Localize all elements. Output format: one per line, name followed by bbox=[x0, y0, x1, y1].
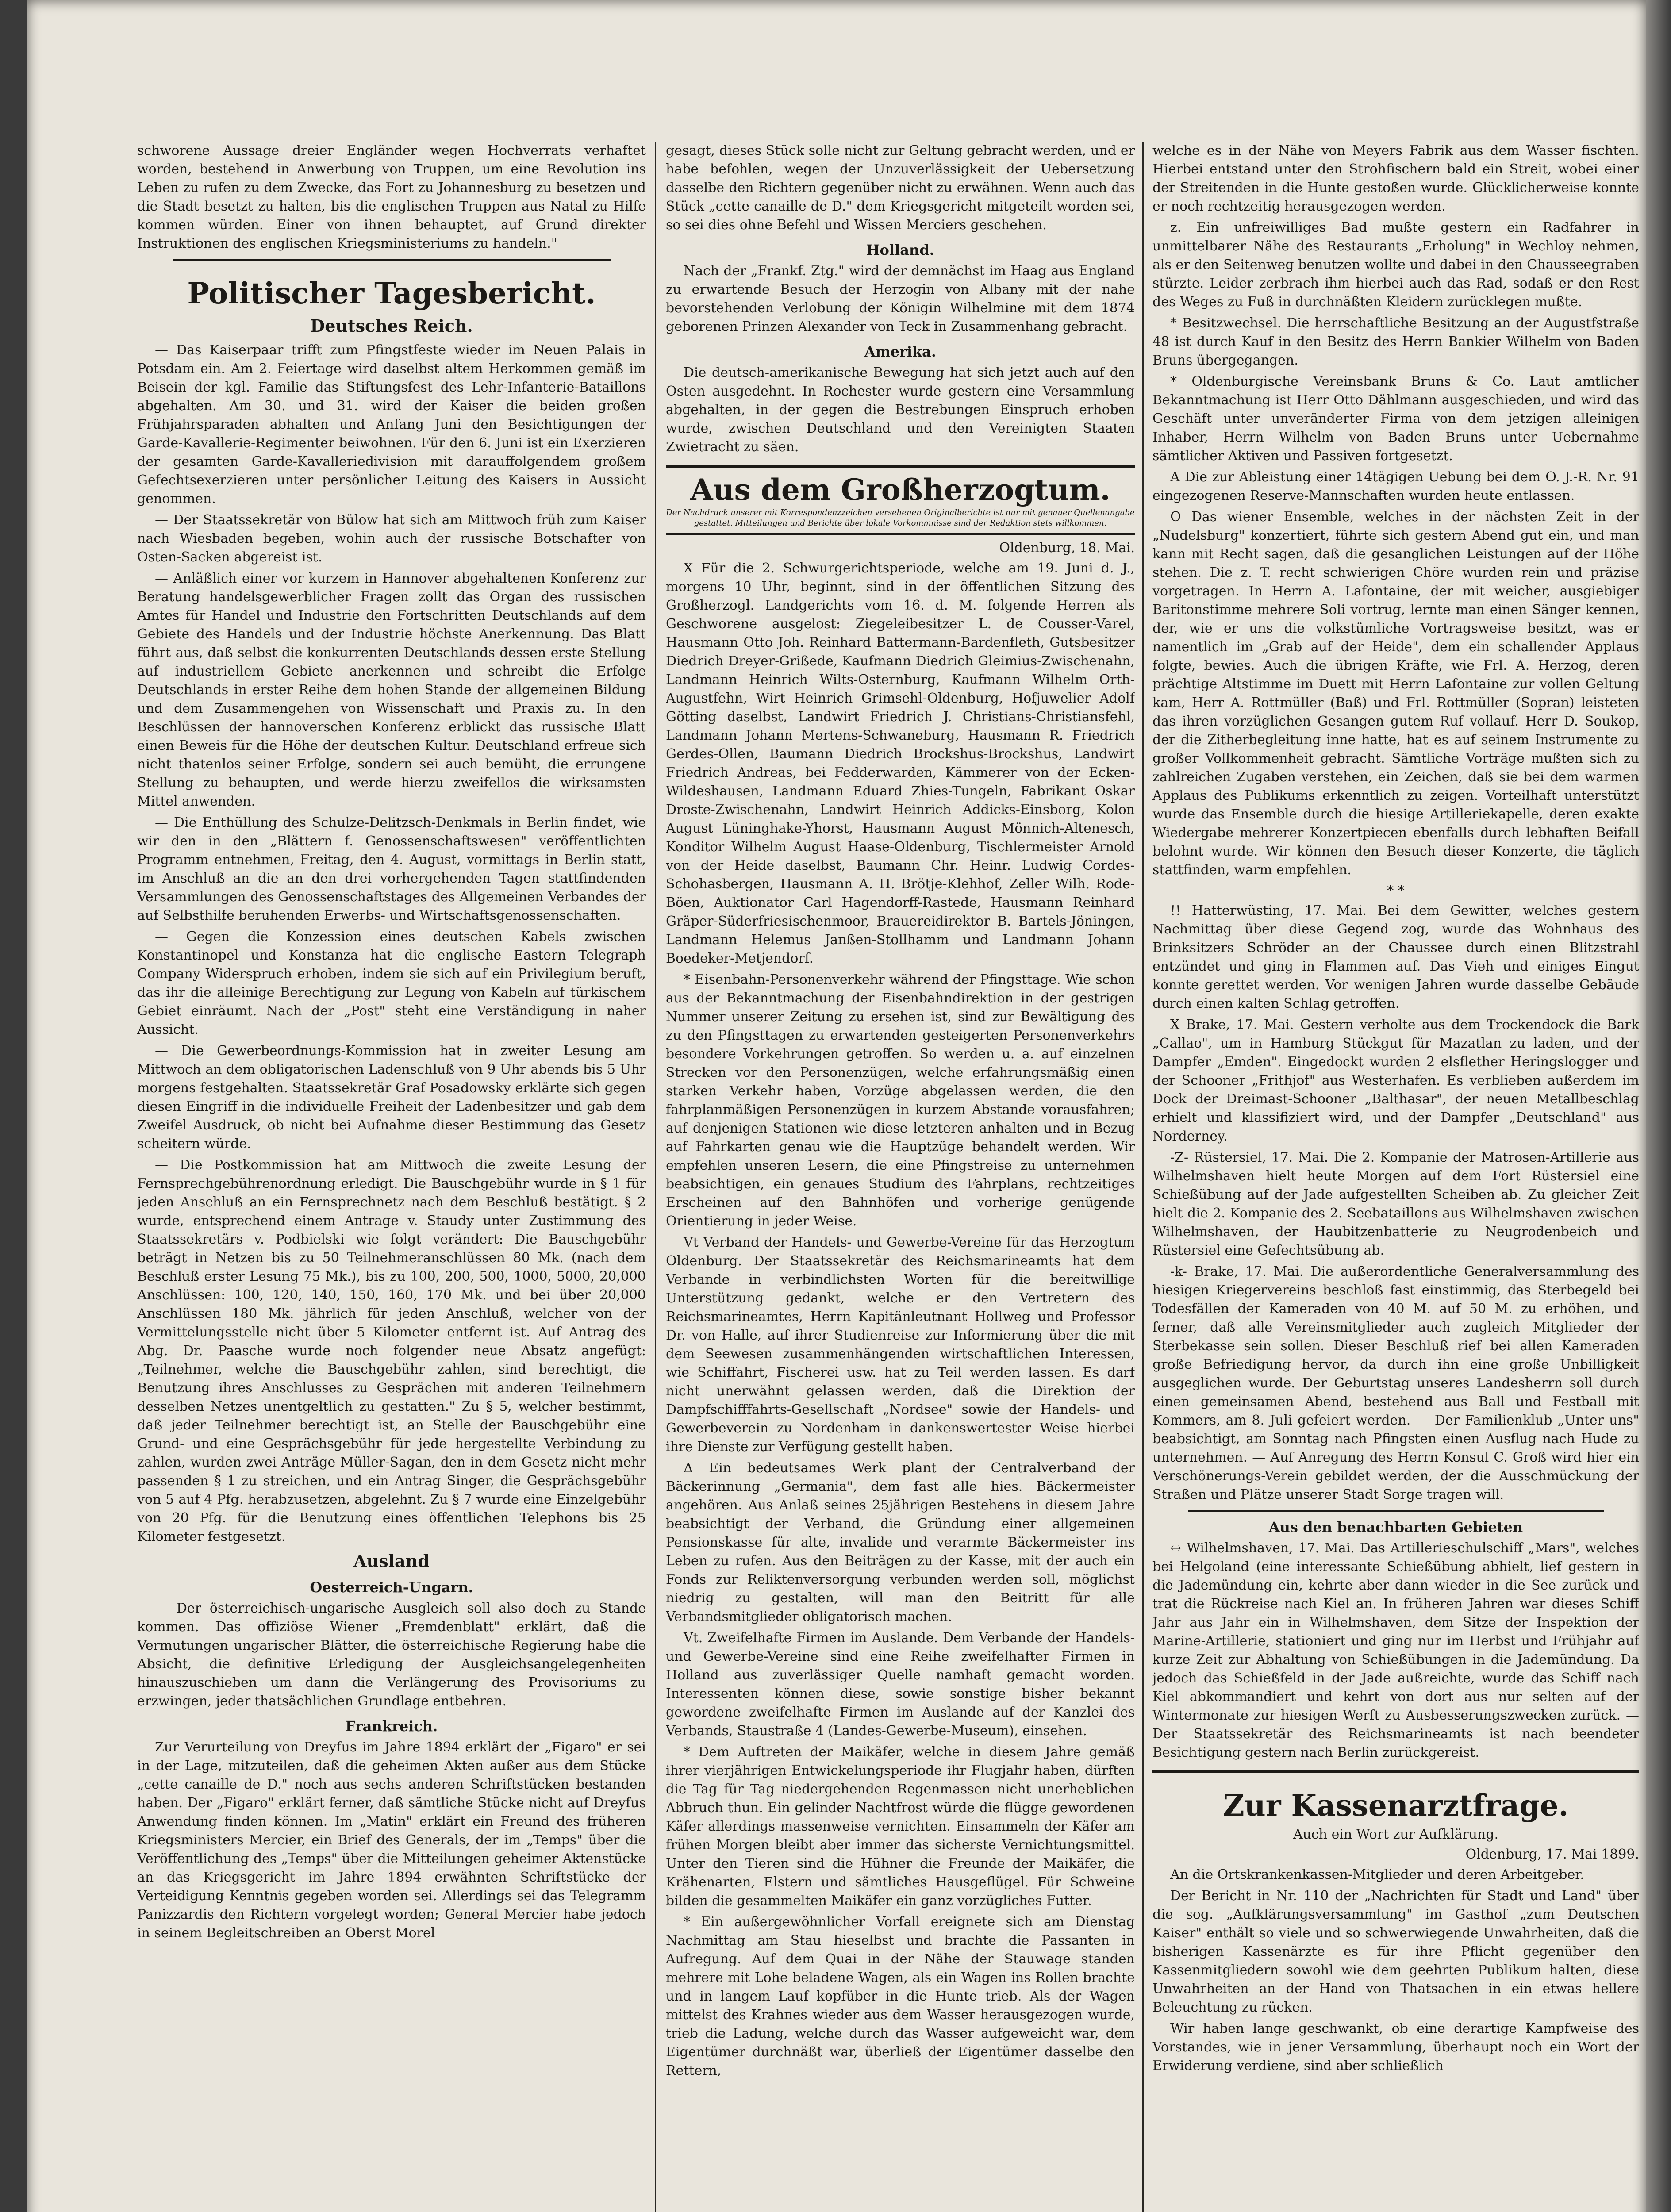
separator bbox=[173, 259, 611, 261]
paragraph: — Die Gewerbeordnungs-Kommission hat in zweiter Lesung am Mittwoch an dem obligatorischen Ladenschluß von 9 Uhr abends bis 5 Uhr morgens festgehalten. Staatssekretär Graf Posadowsky erklärte sich gegen diesen Eingriff in die individuelle Freiheit der Ladenbesitzer und gab dem Zweifel Ausdruck, ob nicht bei Aufnahme dieser Bestimmung das Gesetz scheitern würde. bbox=[137, 1043, 646, 1152]
paragraph: * Ein außergewöhnlicher Vorfall ereignete sich am Dienstag Nachmittag am Stau hieselbst und brachte die Passanten in Aufregung. Auf dem Quai in der Nähe der Stauwage standen mehrere mit Lohe beladene Wagen, als ein Wagen ins Rollen brachte und in langem Lauf kopfüber in die Hunte trieb. Als der Wagen mittelst des Krahnes wieder aus dem Wasser herausgezogen wurde, trieb die Ladung, welche durch das Wasser aufgeweicht war, dem Eigentümer durchnäßt war, überließ der Eigentümer dasselbe den Rettern, bbox=[666, 1914, 1135, 2078]
paragraph: Δ Ein bedeutsames Werk plant der Centralverband der Bäckerinnung „Germania", dem fast alle hies. Bäckermeister angehören. Aus Anlaß seines 25jährigen Bestehens in diesem Jahre beabsichtigt der Verband, die Gründung einer allgemeinen Pensionskasse für alte, invalide und verarmte Bäckermeister ins Leben zu rufen. Aus den Beiträgen zu der Kasse, mit der auch ein Fonds zur Reliktenversorgung verbunden werden soll, möglichst niedrig zu gestalten, will man den Beitritt für alle Verbandsmitglieder obligatorisch machen. bbox=[666, 1460, 1135, 1624]
paragraph: X Für die 2. Schwurgerichtsperiode, welche am 19. Juni d. J., morgens 10 Uhr, beginnt, sind in der öffentlichen Sitzung des Großherzogl. Landgerichts vom 16. d. M. folgende Herren als Geschworene ausgelost: Ziegeleibesitzer L. de Cousser-Varel, Hausmann Otto Joh. Reinhard Battermann-Bardenfleth, Gutsbesitzer Diedrich Dreyer-Grißede, Kaufmann Diedrich Gleimius-Zwischenahn, Landmann Heinrich Wilts-Osternburg, Kaufmann Wilhelm Orth-Augustfehn, Wirt Heinrich Grimsehl-Oldenburg, Hofjuwelier Adolf Götting daselbst, Landwirt Friedrich J. Christians-Christiansfehl, Landmann Johann Mertens-Schwaneburg, Hausmann R. Friedrich Gerdes-Ollen, Baumann Diedrich Brockshus-Brockshus, Landwirt Friedrich Andreas, bei Fedderwarden, Kämmerer von der Ecken-Wildeshausen, Landmann Eduard Zhies-Tungeln, Fabrikant Oskar Droste-Zwischenahn, Landwirt Heinrich Addicks-Einsborg, Kolon August Lüninghake-Yhorst, Hausmann August Mönnich-Altenesch, Konditor Wilhelm August Haase-Oldenburg, Tischlermeister Arnold von der Heide daselbst, Baumann Chr. Heinr. Ludwig Cordes-Schohasbergen, Hausmann A. H. Brötje-Klehhof, Zeller Wilh. Rode-Böen, Auktionator Carl Hagendorff-Rastede, Hausmann Reinhard Gräper-Süderfriesischenmoor, Brauereidirektor B. Bartels-Jöningen, Landmann Helemus Janßen-Stollhamm und Landmann Johann Boedeker-Metjendorf. bbox=[666, 561, 1135, 966]
dateline: Oldenburg, 18. Mai. bbox=[999, 540, 1135, 556]
paragraph: * Oldenburgische Vereinsbank Bruns & Co. Laut amtlicher Bekanntmachung ist Herr Otto Dählmann ausgeschieden, und wird das Geschäft unter unveränderter Firma von dem jetzigen alleinigen Inhaber, Herrn Wilhelm von Baden Bruns unter Uebernahme sämtlicher Aktiven und Passiven fortgesetzt. bbox=[1152, 374, 1639, 464]
paragraph: -k- Brake, 17. Mai. Die außerordentliche Generalversammlung des hiesigen Kriegervereins beschloß fast einstimmig, das Sterbegeld bei Todesfällen der Kameraden von 40 M. auf 50 M. zu erhöhen, und ferner, daß alle Vereinsmitglieder auch zugleich Mitglieder der Sterbekasse sein sollen. Dieser Beschluß rief bei allen Kameraden große Befriedigung hervor, da durch ihn eine große Unbilligkeit ausgeglichen wurde. Der Geburtstag unseres Landesherrn soll durch einen gemeinsamen Abend, bestehend aus Ball und Festball mit Kommers, am 8. Juli gefeiert werden. — Der Familienklub „Unter uns" beabsichtigt, am Sonntag nach Pfingsten einen Ausflug nach Hude zu unternehmen. — Auf Anregung des Herrn Konsul C. Groß wird hier ein Verschönerungs-Verein gebildet werden, der die Ausschmückung der Straßen und Plätze unserer Stadt Sorge tragen will. bbox=[1152, 1264, 1639, 1502]
reprint-note: Der Nachdruck unserer mit Korrespondenzzeichen versehenen Originalberichte ist nur mit genauer Quellenangabe gestattet. Mitteilungen und Berichte über lokale Vorkommnisse sind der Redaktion stets willkommen. bbox=[666, 508, 1135, 528]
paragraph: welche es in der Nähe von Meyers Fabrik aus dem Wasser fischten. Hierbei entstand unter den Strohfischern bald ein Streit, wobei einer der Streitenden in die Hunte gestoßen wurde. Glücklicherweise konnte er noch rechtzeitig herausgezogen werden. bbox=[1152, 143, 1639, 214]
country-heading: Holland. bbox=[866, 242, 934, 258]
paragraph: -Z- Rüstersiel, 17. Mai. Die 2. Kompanie der Matrosen-Artillerie aus Wilhelmshaven hielt heute Morgen auf dem Fort Rüstersiel eine Schießübung auf der Jade aufgestellten Scheiben ab. Zu gleicher Zeit hielt die 2. Kompanie des 2. Seebataillons aus Wilhelmshaven zwischen Wilhelmshaven, der Haubitzenbatterie zu Neugrodenbeich und Rüstersiel eine Gefechtsübung ab. bbox=[1152, 1150, 1639, 1258]
paragraph: Vt Verband der Handels- und Gewerbe-Vereine für das Herzogtum Oldenburg. Der Staatssekretär des Reichsmarineamts hat dem Verbande in verbindlichsten Worten für die bereitwillige Unterstützung gedankt, welche er den Vertretern des Reichsmarineamtes, Herrn Kapitänleutnant Hollweg und Professor Dr. von Halle, auf ihrer Studienreise zur Informierung über die mit dem Seewesen zusammenhängenden wirtschaftlichen Interessen, wie Schiffahrt, Fischerei usw. hat zu Teil werden lassen. Es darf nicht unerwähnt gelassen werden, daß die Direktion der Dampfschifffahrts-Gesellschaft „Nordsee" sowie der Handels- und Gewerbeverein zu Nordenham in dankenswertester Weise hierbei ihre Dienste zur Verfügung gestellt haben. bbox=[666, 1235, 1135, 1455]
column-middle bbox=[666, 142, 1135, 2212]
separator bbox=[1152, 1770, 1639, 1773]
separator bbox=[1188, 1510, 1604, 1512]
section-header-box bbox=[666, 465, 1135, 535]
dateline: Oldenburg, 17. Mai 1899. bbox=[1465, 1847, 1639, 1862]
paragraph: — Das Kaiserpaar trifft zum Pfingstfeste wieder im Neuen Palais in Potsdam ein. Am 2. Feiertage wird daselbst altem Herkommen gemäß im Beisein der kgl. Familie das Stiftungsfest des Lehr-Infanterie-Bataillons abgehalten. Am 30. und 31. wird der Kaiser die beiden großen Frühjahrsparaden abhalten und Anfang Juni den Besichtigungen der Garde-Kavallerie-Regimenter beiwohnen. Für den 6. Juni ist ein Exerzieren der gesamten Garde-Kavalleriedivision mit darauffolgendem großem Gefechtsexerzieren unter persönlicher Leitung des Kaisers in Aussicht genommen. bbox=[137, 342, 646, 507]
paragraph: schworene Aussage dreier Engländer wegen Hochverrats verhaftet worden, bestehend in Anwerbung von Truppen, um eine Revolution ins Leben zu rufen zu dem Zwecke, das Fort zu Johannesburg zu besetzen und die Stadt besetzt zu halten, bis die englischen Truppen aus Natal zu Hilfe kommen würden. Einer von ihnen behauptet, auf Grund direkter Instruktionen des englischen Kriegsministeriums zu handeln." bbox=[137, 143, 646, 251]
section-heading: Aus dem Großherzogtum. bbox=[690, 472, 1110, 507]
paragraph: An die Ortskrankenkassen-Mitglieder und deren Arbeitgeber. bbox=[1170, 1867, 1584, 1882]
paragraph: z. Ein unfreiwilliges Bad mußte gestern ein Radfahrer in unmittelbarer Nähe des Restaurants „Erholung" in Wechloy nehmen, als er den Seitenweg benutzen wollte und dabei in den Chausseegraben stürzte. Leider zerbrach ihm hierbei auch das Rad, sodaß er den Rest des Weges zu Fuß in durchnäßten Kleidern zurücklegen mußte. bbox=[1152, 220, 1639, 310]
country-heading: Frankreich. bbox=[345, 1718, 438, 1735]
paragraph: A Die zur Ableistung einer 14tägigen Uebung bei dem O. J.-R. Nr. 91 eingezogenen Reserve-Mannschaften wurden heute entlassen. bbox=[1152, 469, 1639, 503]
stars-separator: * * bbox=[1387, 883, 1405, 899]
paragraph: * Besitzwechsel. Die herrschaftliche Besitzung an der Augustfstraße 48 ist durch Kauf in den Besitz des Herrn Bankier Wilhelm von Baden Bruns übergegangen. bbox=[1152, 315, 1639, 368]
paragraph: Zur Verurteilung von Dreyfus im Jahre 1894 erklärt der „Figaro" er sei in der Lage, mitzuteilen, daß die geheimen Akten außer aus dem Stücke „cette canaille de D." noch aus sechs anderen Schriftstücken bestanden haben. Der „Figaro" erklärt ferner, daß sämtliche Stücke nicht auf Dreyfus Anwendung finden können. Im „Matin" erklärt ein Freund des früheren Kriegsministers Mercier, ein Brief des Generals, der im „Temps" über die Veröffentlichung des „Temps" über die Mitteilungen geheimer Aktenstücke an das Kriegsgericht im Jahre 1894 erwähnten Schriftstücke der Verteidigung Kenntnis gegeben worden sei. Allerdings sei das Telegramm Panizzardis den Richtern vorgelegt worden; General Mercier habe jedoch in seinem Begleitschreiben an Oberst Morel bbox=[137, 1740, 646, 1941]
subsection-heading: Ausland bbox=[353, 1551, 430, 1571]
paragraph: ↔ Wilhelmshaven, 17. Mai. Das Artillerieschulschiff „Mars", welches bei Helgoland (eine interessante Schießübung abhielt, lief gestern in die Jademündung ein, kehrte aber dann wieder in die See zurück und trat die Rückreise nach Kiel an. In früheren Jahren war dieses Schiff Jahr aus Jahr ein in Wilhelmshaven, dem Sitze der Inspektion der Marine-Artillerie, stationiert und ging nur im Herbst und Frühjahr auf kurze Zeit zur Abhaltung von Schießübungen in die Jademündung. Da jedoch das Schießfeld in der Jade außreichte, wurde das Schiff nach Kiel abkommandiert und kehrt von dort aus nur selten auf der Wintermonate zur hiesigen Werft zu Ausbesserungszwecken zurück. — Der Staatssekretär des Reichsmarineamts ist nach beendeter Besichtigung gestern nach Berlin zurückgereist. bbox=[1152, 1540, 1639, 1760]
country-heading: Amerika. bbox=[864, 343, 937, 360]
paragraph: — Der österreichisch-ungarische Ausgleich soll also doch zu Stande kommen. Das offiziöse Wiener „Fremdenblatt" erklärt, daß die Vermutungen ungarischer Blätter, die österreichische Regierung habe die Absicht, die definitive Erledigung der Ausgleichsangelegenheiten hinauszuschieben um dann die Verlängerung des Provisoriums zu erzwingen, jeder thatsächlichen Grundlage entbehren. bbox=[137, 1601, 646, 1709]
paragraph: Vt. Zweifelhafte Firmen im Auslande. Dem Verbande der Handels- und Gewerbe-Vereine sind eine Reihe zweifelhafter Firmen in Holland aus zuverlässiger Quelle namhaft gemacht worden. Interessenten können diese, sowie sonstige bisher bekannt gewordene zweifelhafte Firmen im Auslande auf der Kanzlei des Verbands, Staustraße 4 (Landes-Gewerbe-Museum), einsehen. bbox=[666, 1630, 1135, 1739]
column-left bbox=[137, 142, 646, 2212]
paragraph: Die deutsch-amerikanische Bewegung hat sich jetzt auch auf den Osten ausgedehnt. In Rochester wurde gestern eine Versammlung abgehalten, in der gegen die Bestrebungen Einspruch erhoben wurde, zwischen Deutschland und den Vereinigten Staaten Zwietracht zu säen. bbox=[666, 365, 1135, 455]
column-divider bbox=[1142, 142, 1144, 2212]
page-edge bbox=[1646, 0, 1671, 2212]
paragraph: — Der Staatssekretär von Bülow hat sich am Mittwoch früh zum Kaiser nach Wiesbaden begeben, wohin auch der russische Botschafter von Osten-Sacken abgereist ist. bbox=[137, 512, 646, 565]
paragraph: Der Bericht in Nr. 110 der „Nachrichten für Stadt und Land" über die sog. „Aufklärungsversammlung" im Gasthof „zum Deutschen Kaiser" enthält so viele und so schwerwiegende Unwahrheiten, daß die bisherigen Kassenärzte es für ihre Pflicht gegenüber den Kassenmitgliedern sowohl wie dem geehrten Publikum halten, diese Unwahrheiten an der Hand von Thatsachen in ein etwas hellere Beleuchtung zu rücken. bbox=[1152, 1888, 1639, 2015]
column-right bbox=[1152, 142, 1639, 2212]
section-heading: Politischer Tagesbericht. bbox=[187, 276, 596, 311]
section-heading: Zur Kassenarztfrage. bbox=[1223, 1788, 1569, 1823]
column-divider bbox=[655, 142, 656, 2212]
subsection-heading: Aus den benachbarten Gebieten bbox=[1268, 1519, 1523, 1536]
paragraph: Nach der „Frankf. Ztg." wird der demnächst im Haag aus England zu erwartende Besuch der Herzogin von Albany mit der nahe bevorstehenden Verlobung der Königin Wilhelmine mit dem 1874 geborenen Prinzen Alexander von Teck in Zusammenhang gebracht. bbox=[666, 263, 1135, 334]
paragraph: — Die Enthüllung des Schulze-Delitzsch-Denkmals in Berlin findet, wie wir den in den „Blättern f. Genossenschaftswesen" veröffentlichten Programm entnehmen, Freitag, den 4. August, vormittags in Berlin statt, im Anschluß an die an den drei vorhergehenden Tagen stattfindenden Versammlungen des Genossenschaftstages des Allgemeinen Verbandes der auf Selbsthilfe beruhenden Erwerbs- und Wirtschaftsgenossenschaften. bbox=[137, 815, 646, 923]
country-heading: Oesterreich-Ungarn. bbox=[310, 1579, 473, 1596]
paragraph: * Eisenbahn-Personenverkehr während der Pfingsttage. Wie schon aus der Bekanntmachung der Eisenbahndirektion in der gestrigen Nummer unserer Zeitung zu ersehen ist, sind zur Bewältigung des zu den Pfingsttagen zu erwartenden gesteigerten Personenverkehrs besondere Vorkehrungen getroffen. So werden u. a. auf einzelnen Strecken vor den Personenzügen, welche erfahrungsmäßig einen starken Verkehr haben, Vorzüge abgelassen werden, die den fahrplanmäßigen Personenzügen in kurzem Abstande vorausfahren; auf denjenigen Stationen wie diese letzteren anhalten und in Bezug auf Fahrkarten genau wie die Hauptzüge behandelt werden. Wir empfehlen unseren Lesern, die eine Pfingstreise zu unternehmen beabsichtigen, ein genaues Studium des Fahrplans, rechtzeitiges Erscheinen auf den Bahnhöfen und vorherige genügende Orientierung in jeder Weise. bbox=[666, 972, 1135, 1229]
paragraph: — Anläßlich einer vor kurzem in Hannover abgehaltenen Konferenz zur Beratung handelsgewerblicher Fragen zollt das Organ des russischen Amtes für Handel und Industrie den Fortschritten Deutschlands auf dem Gebiete des Handels und der Industrie höchste Anerkennung. Das Blatt führt aus, daß selbst die konkurrenten Deutschlands dessen erste Stellung auf industriellem Gebiete anerkennen und schreibt die Erfolge Deutschlands in erster Reihe dem hohen Stande der allgemeinen Bildung und dem Zusammengehen von Wissenschaft und Praxis zu. In den Beschlüssen der hannoverschen Konferenz erblickt das russische Blatt einen Beweis für die Höhe der deutschen Kultur. Deutschland erfreue sich nicht thatenlos seiner Erfolge, sondern sei auch bemüht, die errungene Stellung zu behaupten, und werde hierzu zweifellos die wirksamsten Mittel anwenden. bbox=[137, 571, 646, 809]
subsection-heading: Deutsches Reich. bbox=[310, 316, 473, 336]
paragraph: — Gegen die Konzession eines deutschen Kabels zwischen Konstantinopel und Konstanza hat die englische Eastern Telegraph Company Widerspruch erhoben, indem sie sich auf ein Privilegium beruft, das ihr die alleinige Berechtigung zur Legung von Kabeln auf türkischem Gebiet einräumt. Nach der „Post" steht eine Verständigung in naher Aussicht. bbox=[137, 929, 646, 1037]
paragraph: gesagt, dieses Stück solle nicht zur Geltung gebracht werden, und er habe befohlen, wegen der Unzuverlässigkeit der Uebersetzung dasselbe den Richtern gegenüber nicht zu erwähnen. Wenn auch das Stück „cette canaille de D." dem Kriegsgericht mitgeteilt worden sei, so sei dies ohne Befehl und Wissen Merciers geschehen. bbox=[666, 143, 1135, 233]
paragraph: O Das wiener Ensemble, welches in der nächsten Zeit in der „Nudelsburg" konzertiert, führte sich gestern Abend gut ein, und man kann mit Recht sagen, daß die gesanglichen Leistungen auf der Höhe stehen. Die z. T. recht schwierigen Chöre wurden rein und präzise vorgetragen. In Herrn A. Lafontaine, der mit weicher, ausgiebiger Baritonstimme mehrere Soli vortrug, lernte man einen Sänger kennen, der, wie er uns die volkstümliche Vortragsweise besitzt, was er namentlich im „Grab auf der Heide", dem ein schallender Applaus folgte, bewies. Auch die übrigen Kräfte, wie Frl. A. Herzog, deren prächtige Altstimme im Duett mit Herrn Lafontaine zur vollen Geltung kam, Herr A. Rottmüller (Baß) und Frl. Rottmüller (Sopran) leisteten das ihren vorzüglichen Gesangen gutem Ruf vollauf. Herr D. Soukop, der die Zitherbegleitung inne hatte, hat es auf seinem Instrumente zu großer Vollkommenheit gebracht. Sämtliche Vorträge mußten sich zu zahlreichen Zugaben verstehen, ein Zeichen, daß sie bei dem warmen Applaus des Publikums erkenntlich zu zeigen. Vorteilhaft unterstützt wurde das Ensemble durch die hiesige Artilleriekapelle, deren exakte Wiedergabe mehrerer Konzertpiecen ebenfalls durch lebhaften Beifall belohnt wurde. Wir können den Besuch dieser Konzerte, die täglich stattfinden, warm empfehlen. bbox=[1152, 509, 1639, 878]
paragraph: X Brake, 17. Mai. Gestern verholte aus dem Trockendock die Bark „Callao", um in Hamburg Stückgut für Mazatlan zu laden, und der Dampfer „Emden". Eingedockt wurden 2 elsflether Heringslogger und der Schooner „Frithjof" aus Westerhafen. Es verblieben außerdem im Dock der Dreimast-Schooner „Balthasar", der neuen Metallbeschlag erhielt und klassifiziert wird, und der Dampfer „Deutschland" aus Norderney. bbox=[1152, 1017, 1639, 1144]
paragraph: — Die Postkommission hat am Mittwoch die zweite Lesung der Fernsprechgebührenordnung erledigt. Die Bauschgebühr wurde in § 1 für jeden Anschluß an ein Fernsprechnetz nach dem Beschluß bestätigt. § 2 wurde, entsprechend einem Antrage v. Staudy unter Zustimmung des Staatssekretärs v. Podbielski wie folgt verändert: Die Bauschgebühr beträgt in Netzen bis zu 50 Teilnehmeranschlüssen 80 Mk. (nach dem Beschluß erster Lesung 75 Mk.), bis zu 100, 200, 500, 1000, 5000, 20,000 Anschlüssen: 100, 120, 140, 150, 160, 170 Mk. und bei über 20,000 Anschlüssen 180 Mk. jährlich für jeden Anschluß, welcher von der Vermittelungsstelle nicht über 5 Kilometer entfernt ist. Auf Antrag des Abg. Dr. Paasche wurde noch folgender neue Absatz angefügt: „Teilnehmer, welche die Bauschgebühr zahlen, sind berechtigt, die Benutzung ihres Anschlusses zu Gesprächen mit anderen Teilnehmern desselben Netzes unentgeltlich zu gestatten." Zu § 5, welcher bestimmt, daß jeder Teilnehmer berechtigt ist, an Stelle der Bauschgebühr eine Grund- und eine Gesprächsgebühr für jede hergestellte Verbindung zu zahlen, wurden zwei Anträge Müller-Sagan, den in dem Gesetz nicht mehr passenden § 1 zu streichen, und ein Antrag Singer, die Gesprächsgebühr von 5 auf 4 Pfg. herabzusetzen, abgelehnt. Zu § 7 wurde eine Einzelgebühr von 20 Pfg. für die Benutzung eines öffentlichen Telephons bis 25 Kilometer festgesetzt. bbox=[137, 1157, 646, 1544]
section-subtitle: Auch ein Wort zur Aufklärung. bbox=[1293, 1827, 1499, 1842]
newspaper-page bbox=[27, 0, 1646, 2212]
paragraph: Wir haben lange geschwankt, ob eine derartige Kampfweise des Vorstandes, wie in jener Versammlung, überhaupt noch ein Wort der Erwiderung verdiene, sind aber schließlich bbox=[1152, 2021, 1639, 2074]
paragraph: !! Hatterwüsting, 17. Mai. Bei dem Gewitter, welches gestern Nachmittag über diese Gegend zog, wurde das Wohnhaus des Brinksitzers Schröder an der Chaussee durch einen Blitzstrahl entzündet und ging in Flammen auf. Das Vieh und einiges Eingut konnte gerettet werden. Vor wenigen Jahren wurde dasselbe Gebäude durch einen kalten Schlag getroffen. bbox=[1152, 903, 1639, 1011]
paragraph: * Dem Auftreten der Maikäfer, welche in diesem Jahre gemäß ihrer vierjährigen Entwickelungsperiode ihr Flugjahr haben, dürften die Tag für Tag niedergehenden Regenmassen nicht unerheblichen Abbruch thun. Ein gelinder Nachtfrost würde die flügge gewordenen Käfer allerdings massenweise vernichten. Einsammeln der Käfer am frühen Morgen bleibt aber immer das sicherste Vernichtungsmittel. Unter den Tieren sind die Hühner die Freunde der Maikäfer, die Krähenarten, Elstern und sämtliches Hausgeflügel. Für Schweine bilden die gesammelten Maikäfer ein ganz vorzügliches Futter. bbox=[666, 1744, 1135, 1909]
